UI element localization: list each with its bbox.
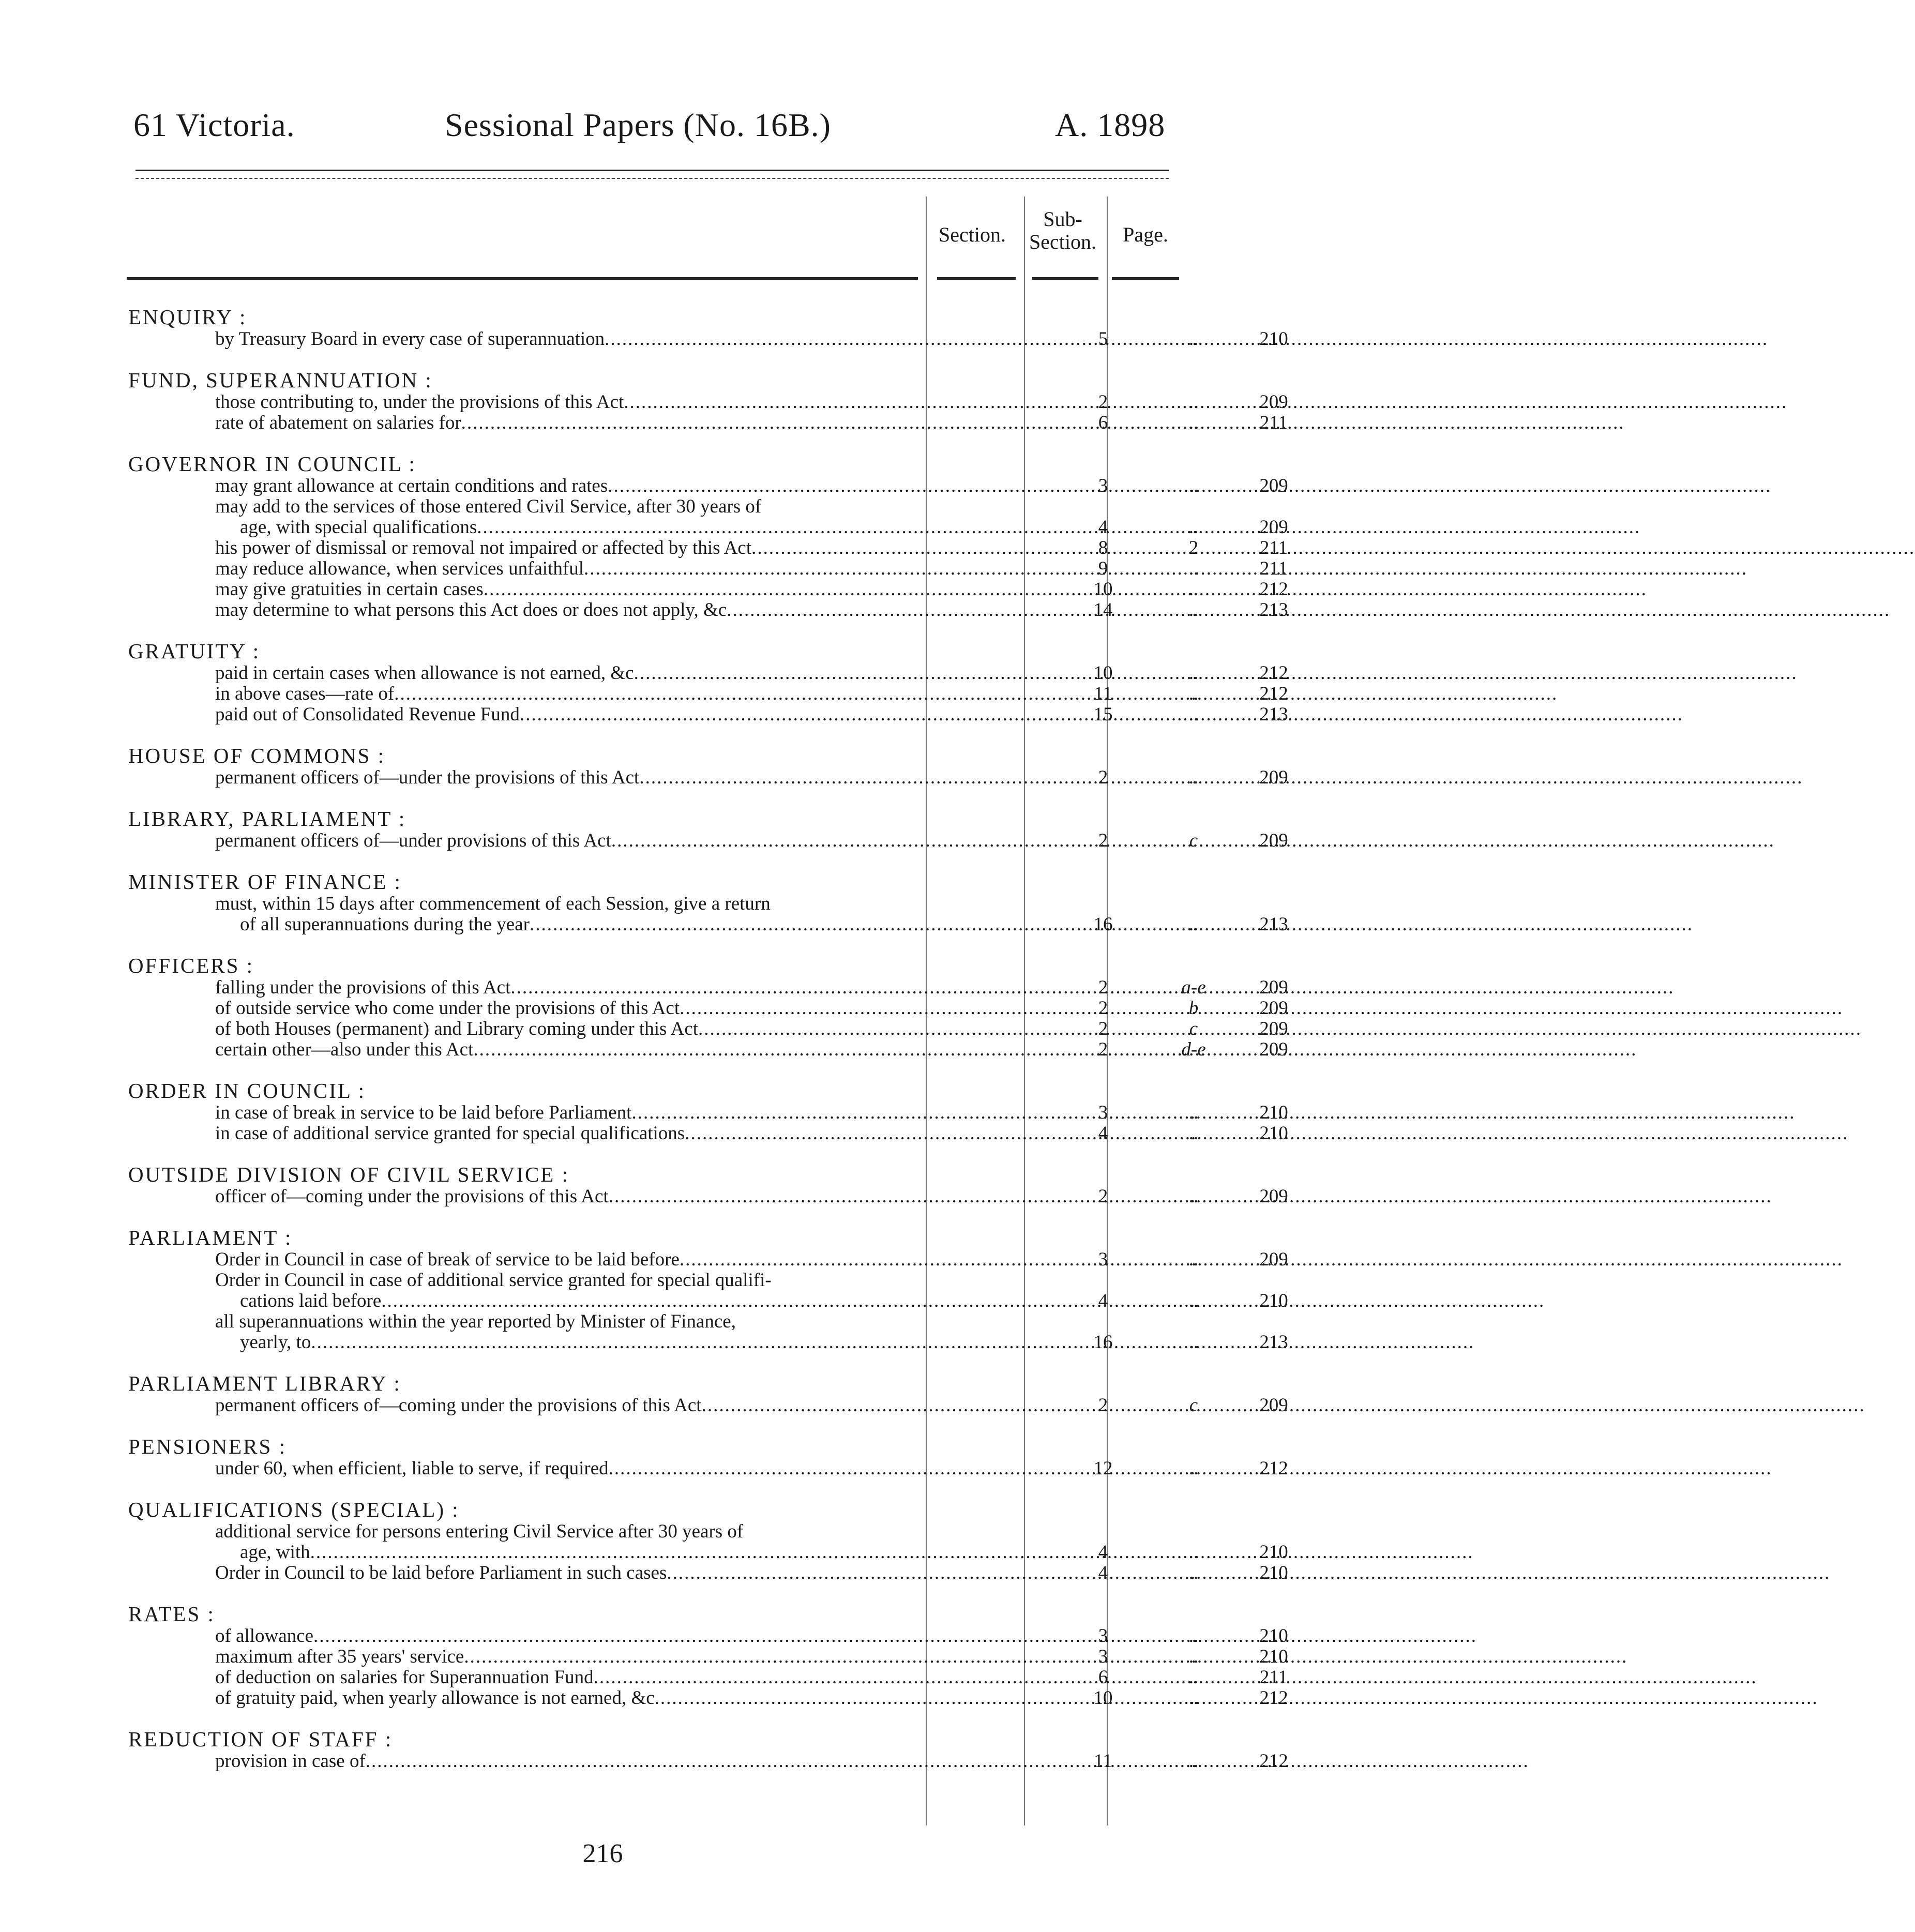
section-ref: 4 — [1098, 517, 1108, 538]
section-ref: 4 — [1098, 1542, 1108, 1563]
entry-text — [215, 329, 1048, 350]
entry-text — [215, 1751, 1048, 1772]
section-ref: 4 — [1098, 1290, 1108, 1311]
subsection-ref: .. — [1188, 1646, 1199, 1667]
index-group — [128, 368, 1288, 433]
page-ref: 209 — [1259, 391, 1288, 413]
index-entry — [128, 412, 1288, 433]
index-entry — [128, 599, 1288, 621]
section-ref: 2 — [1098, 977, 1108, 998]
page-ref: 210 — [1259, 1646, 1288, 1667]
entry-line: in case of break in service to be laid before Parliament — [215, 1102, 632, 1123]
page-ref: 209 — [1259, 1249, 1288, 1270]
page-ref: 209 — [1259, 1186, 1288, 1207]
entry-line: of gratuity paid, when yearly allowance is not earned, &c — [215, 1687, 655, 1709]
index-entry — [128, 977, 1288, 998]
index-group — [128, 1163, 1288, 1207]
section-ref: 10 — [1093, 1687, 1113, 1709]
entry-line: paid out of Consolidated Revenue Fund — [215, 704, 520, 725]
entry-line: may give gratuities in certain cases — [215, 579, 484, 600]
section-ref: 16 — [1093, 914, 1113, 935]
section-ref: 11 — [1094, 683, 1112, 704]
section-ref: 6 — [1098, 1667, 1108, 1688]
index-entry — [128, 391, 1288, 413]
page-ref: 212 — [1259, 1458, 1288, 1479]
index-entry — [128, 496, 1288, 538]
entry-text — [215, 392, 1048, 413]
header-rule — [135, 170, 1169, 171]
subsection-ref: .. — [1188, 1667, 1199, 1688]
entry-text — [215, 1667, 1048, 1688]
entry-text — [215, 894, 1048, 935]
subsection-ref: .. — [1188, 767, 1199, 788]
section-ref: 15 — [1093, 704, 1113, 725]
index-group — [128, 954, 1288, 1060]
entry-line: all superannuations within the year reported by Minister of Finance, — [215, 1311, 736, 1332]
section-ref: 16 — [1093, 1332, 1113, 1353]
entry-text — [215, 413, 1048, 433]
entry-line: Order in Council to be laid before Parliament in such cases — [215, 1562, 667, 1583]
group-title: GOVERNOR IN COUNCIL : — [128, 452, 416, 476]
group-title: ORDER IN COUNCIL : — [128, 1079, 366, 1103]
page-ref: 209 — [1259, 1039, 1288, 1060]
entry-text — [215, 1647, 1048, 1667]
entry-text — [215, 1395, 1048, 1416]
entry-text — [215, 1563, 1048, 1583]
entry-text — [215, 1186, 1048, 1207]
subsection-ref: .. — [1188, 1625, 1199, 1647]
index-entry — [128, 1123, 1288, 1144]
page-ref: 213 — [1259, 704, 1288, 725]
subsection-ref: .. — [1188, 662, 1199, 684]
page-ref: 212 — [1259, 662, 1288, 684]
page-ref: 212 — [1259, 1687, 1288, 1709]
index-entry — [128, 767, 1288, 788]
index-entry — [128, 1625, 1288, 1647]
page-ref: 211 — [1259, 412, 1288, 433]
subsection-ref: .. — [1188, 704, 1199, 725]
entry-text — [215, 1039, 1048, 1060]
subsection-ref: .. — [1188, 1290, 1199, 1311]
entry-line: must, within 15 days after commencement of each Session, give a return — [215, 893, 771, 914]
index-entry — [128, 893, 1288, 935]
dot-leader — [394, 684, 1558, 704]
page-ref: 209 — [1259, 998, 1288, 1019]
section-ref: 3 — [1098, 1646, 1108, 1667]
entry-line: permanent officers of—under the provisions of this Act — [215, 767, 640, 788]
column-rule — [127, 277, 918, 280]
subsection-ref: .. — [1188, 579, 1199, 600]
entry-line: in case of additional service granted for special qualifications — [215, 1123, 685, 1144]
page-ref: 210 — [1259, 1562, 1288, 1583]
page-ref: 209 — [1259, 830, 1288, 851]
entry-line: of outside service who come under the provisions of this Act — [215, 998, 680, 1019]
index-entry — [128, 328, 1288, 350]
index-entry — [128, 683, 1288, 704]
subsection-ref: .. — [1188, 558, 1199, 579]
group-title: PARLIAMENT : — [128, 1226, 293, 1249]
page-ref: 210 — [1259, 328, 1288, 350]
page-ref: 213 — [1259, 599, 1288, 621]
page-ref: 212 — [1259, 1750, 1288, 1772]
section-ref: 3 — [1098, 475, 1108, 496]
entry-line: permanent officers of—coming under the provisions of this Act — [215, 1395, 702, 1416]
entry-line: those contributing to, under the provisions of this Act — [215, 391, 624, 413]
entry-line: of allowance — [215, 1625, 314, 1647]
index-entry — [128, 1311, 1288, 1353]
subsection-ref: .. — [1188, 1123, 1199, 1144]
header-left: 61 Victoria. — [133, 107, 295, 143]
dot-leader — [366, 1751, 1529, 1772]
dot-leader — [464, 1647, 1627, 1667]
index-entry — [128, 1646, 1288, 1667]
subsection-ref: c — [1189, 830, 1198, 851]
entry-line: falling under the provisions of this Act — [215, 977, 511, 998]
column-heading-subsection-line2: Section. — [1029, 230, 1096, 253]
column-heading-section: Section. — [939, 223, 1006, 246]
section-ref: 3 — [1098, 1102, 1108, 1123]
entry-line: cations laid before — [240, 1290, 382, 1311]
section-ref: 6 — [1098, 412, 1108, 433]
section-ref: 9 — [1098, 558, 1108, 579]
entry-text — [215, 831, 1048, 851]
column-heading-page: Page. — [1123, 223, 1168, 246]
index-entry — [128, 1750, 1288, 1772]
index-group — [128, 1435, 1288, 1479]
page-ref: 211 — [1259, 558, 1288, 579]
index-group — [128, 305, 1288, 350]
entry-text — [215, 1103, 1048, 1123]
group-title: OFFICERS : — [128, 954, 254, 977]
entry-line: by Treasury Board in every case of superannuation — [215, 328, 605, 350]
index-entry — [128, 662, 1288, 684]
column-rule — [1112, 277, 1179, 280]
subsection-ref: .. — [1188, 412, 1199, 433]
page-ref: 209 — [1259, 1395, 1288, 1416]
group-title: RATES : — [128, 1602, 215, 1626]
index-entry — [128, 1687, 1288, 1709]
group-title: MINISTER OF FINANCE : — [128, 870, 402, 894]
entry-text — [215, 767, 1048, 788]
page-ref: 211 — [1259, 1667, 1288, 1688]
subsection-ref: 2 — [1188, 537, 1199, 559]
page-ref: 209 — [1259, 475, 1288, 496]
subsection-ref: c — [1189, 1018, 1198, 1039]
entry-line: may determine to what persons this Act does or does not apply, &c — [215, 599, 727, 621]
group-title: REDUCTION OF STAFF : — [128, 1727, 393, 1751]
entry-line: in above cases—rate of — [215, 683, 395, 704]
entry-text — [215, 1626, 1048, 1647]
column-heading-subsection — [1024, 208, 1102, 253]
entry-line: Order in Council in case of break of service to be laid before — [215, 1249, 680, 1270]
entry-text — [215, 538, 1048, 559]
index-entry — [128, 1018, 1288, 1039]
dot-leader — [751, 538, 1915, 559]
page-ref: 209 — [1259, 1018, 1288, 1039]
subsection-ref: a-e — [1181, 977, 1206, 998]
index-group — [128, 1371, 1288, 1416]
group-title: HOUSE OF COMMONS : — [128, 744, 386, 767]
entry-line: permanent officers of—under provisions of this Act — [215, 830, 611, 851]
subsection-ref: .. — [1188, 328, 1199, 350]
index-entry — [128, 1667, 1288, 1688]
subsection-ref: .. — [1188, 914, 1199, 935]
header-rule-dashed — [135, 178, 1169, 179]
group-title: FUND, SUPERANNUATION : — [128, 368, 433, 392]
page-ref: 212 — [1259, 579, 1288, 600]
section-ref: 8 — [1098, 537, 1108, 559]
entry-line: his power of dismissal or removal not impaired or affected by this Act — [215, 537, 752, 559]
entry-line: officer of—coming under the provisions of this Act — [215, 1186, 609, 1207]
subsection-ref: .. — [1188, 1687, 1199, 1709]
subsection-ref: d-e — [1181, 1039, 1206, 1060]
column-heading-subsection-line1: Sub- — [1043, 207, 1082, 231]
group-title: PARLIAMENT LIBRARY : — [128, 1371, 401, 1395]
index-list — [128, 305, 1288, 1790]
group-title: ENQUIRY : — [128, 305, 247, 329]
section-ref: 12 — [1093, 1458, 1113, 1479]
index-group — [128, 1079, 1288, 1144]
index-group — [128, 1226, 1288, 1353]
entry-text — [215, 704, 1048, 725]
index-entry — [128, 1039, 1288, 1060]
subsection-ref: c — [1189, 1395, 1198, 1416]
page-number: 216 — [582, 1839, 623, 1868]
entry-text — [215, 579, 1048, 600]
entry-text — [215, 1270, 1048, 1311]
section-ref: 10 — [1093, 579, 1113, 600]
subsection-ref: .. — [1188, 1102, 1199, 1123]
page-ref: 211 — [1259, 537, 1288, 559]
entry-text — [215, 1123, 1048, 1144]
header-title: Sessional Papers (No. 16B.) — [445, 107, 831, 143]
index-group — [128, 870, 1288, 935]
index-group — [128, 452, 1288, 621]
subsection-ref: .. — [1188, 517, 1199, 538]
group-title: PENSIONERS : — [128, 1435, 287, 1458]
entry-line: additional service for persons entering Civil Service after 30 years of — [215, 1521, 744, 1542]
index-group — [128, 744, 1288, 788]
index-group — [128, 1602, 1288, 1709]
index-entry — [128, 537, 1288, 559]
entry-text — [215, 1521, 1048, 1563]
entry-line: of deduction on salaries for Superannuation Fund — [215, 1667, 594, 1688]
section-ref: 2 — [1098, 391, 1108, 413]
section-ref: 2 — [1098, 830, 1108, 851]
entry-text — [215, 1688, 1048, 1709]
index-entry — [128, 704, 1288, 725]
section-ref: 2 — [1098, 1186, 1108, 1207]
subsection-ref: .. — [1188, 1458, 1199, 1479]
page-ref: 212 — [1259, 683, 1288, 704]
index-group — [128, 807, 1288, 851]
subsection-ref: .. — [1188, 683, 1199, 704]
index-entry — [128, 1102, 1288, 1123]
entry-text — [215, 600, 1048, 621]
entry-text — [215, 1019, 1048, 1039]
index-entry — [128, 579, 1288, 600]
index-entry — [128, 998, 1288, 1019]
subsection-ref: .. — [1188, 1750, 1199, 1772]
index-entry — [128, 1270, 1288, 1311]
entry-text — [215, 977, 1048, 998]
subsection-ref: .. — [1188, 1562, 1199, 1583]
page-ref: 213 — [1259, 914, 1288, 935]
entry-text — [215, 496, 1048, 538]
subsection-ref: .. — [1188, 1249, 1199, 1270]
entry-line: of all superannuations during the year — [240, 914, 530, 935]
entry-line: age, with — [240, 1542, 310, 1563]
index-group — [128, 639, 1288, 725]
column-rule — [937, 277, 1016, 280]
page-ref: 210 — [1259, 1625, 1288, 1647]
page-ref: 209 — [1259, 977, 1288, 998]
index-entry — [128, 475, 1288, 496]
entry-line: rate of abatement on salaries for — [215, 412, 461, 433]
section-ref: 2 — [1098, 1395, 1108, 1416]
column-rule — [1032, 277, 1098, 280]
index-group — [128, 1498, 1288, 1583]
subsection-ref: .. — [1188, 1332, 1199, 1353]
dot-leader — [381, 1291, 1545, 1311]
entry-line: paid in certain cases when allowance is not earned, &c — [215, 662, 634, 684]
index-entry — [128, 1186, 1288, 1207]
page-ref: 209 — [1259, 767, 1288, 788]
entry-line: of both Houses (permanent) and Library coming under this Act — [215, 1018, 699, 1039]
entry-line: age, with special qualifications — [240, 517, 477, 538]
group-title: OUTSIDE DIVISION OF CIVIL SERVICE : — [128, 1163, 569, 1186]
index-entry — [128, 1395, 1288, 1416]
index-entry — [128, 1458, 1288, 1479]
dot-leader — [461, 413, 1625, 433]
index-entry — [128, 1249, 1288, 1270]
subsection-ref: .. — [1188, 475, 1199, 496]
section-ref: 4 — [1098, 1123, 1108, 1144]
section-ref: 5 — [1098, 328, 1108, 350]
section-ref: 2 — [1098, 1018, 1108, 1039]
index-entry — [128, 830, 1288, 851]
entry-text — [215, 998, 1048, 1019]
section-ref: 4 — [1098, 1562, 1108, 1583]
section-ref: 3 — [1098, 1625, 1108, 1647]
page-ref: 210 — [1259, 1542, 1288, 1563]
entry-line: may reduce allowance, when services unfaithful — [215, 558, 584, 579]
index-entry — [128, 1562, 1288, 1583]
group-title: QUALIFICATIONS (SPECIAL) : — [128, 1498, 460, 1521]
index-entry — [128, 1521, 1288, 1563]
entry-line: yearly, to — [240, 1332, 311, 1353]
entry-line: may add to the services of those entered Civil Service, after 30 years of — [215, 496, 762, 517]
entry-line: maximum after 35 years' service — [215, 1646, 464, 1667]
entry-line: provision in case of — [215, 1750, 366, 1772]
entry-line: certain other—also under this Act — [215, 1039, 474, 1060]
page-ref: 213 — [1259, 1332, 1288, 1353]
page-ref: 210 — [1259, 1102, 1288, 1123]
section-ref: 14 — [1093, 599, 1113, 621]
page-ref: 210 — [1259, 1290, 1288, 1311]
section-ref: 10 — [1093, 662, 1113, 684]
entry-text — [215, 1249, 1048, 1270]
entry-text — [215, 663, 1048, 684]
header-right: A. 1898 — [1055, 107, 1166, 143]
entry-line: Order in Council in case of additional service granted for special qualifi- — [215, 1270, 772, 1291]
entry-text — [215, 1458, 1048, 1479]
section-ref: 3 — [1098, 1249, 1108, 1270]
entry-text — [215, 1311, 1048, 1353]
index-group — [128, 1727, 1288, 1772]
section-ref: 11 — [1094, 1750, 1112, 1772]
entry-line: may grant allowance at certain conditions and rates — [215, 475, 608, 496]
subsection-ref: .. — [1188, 391, 1199, 413]
entry-line: under 60, when efficient, liable to serve, if required — [215, 1458, 609, 1479]
section-ref: 2 — [1098, 767, 1108, 788]
entry-text — [215, 559, 1048, 579]
page-ref: 209 — [1259, 517, 1288, 538]
subsection-ref: .. — [1188, 599, 1199, 621]
subsection-ref: b — [1188, 998, 1199, 1019]
group-title: LIBRARY, PARLIAMENT : — [128, 807, 406, 831]
index-entry — [128, 558, 1288, 579]
page-ref: 210 — [1259, 1123, 1288, 1144]
section-ref: 2 — [1098, 1039, 1108, 1060]
subsection-ref: .. — [1188, 1542, 1199, 1563]
section-ref: 2 — [1098, 998, 1108, 1019]
entry-text — [215, 684, 1048, 704]
subsection-ref: .. — [1188, 1186, 1199, 1207]
entry-text — [215, 476, 1048, 496]
group-title: GRATUITY : — [128, 639, 261, 663]
